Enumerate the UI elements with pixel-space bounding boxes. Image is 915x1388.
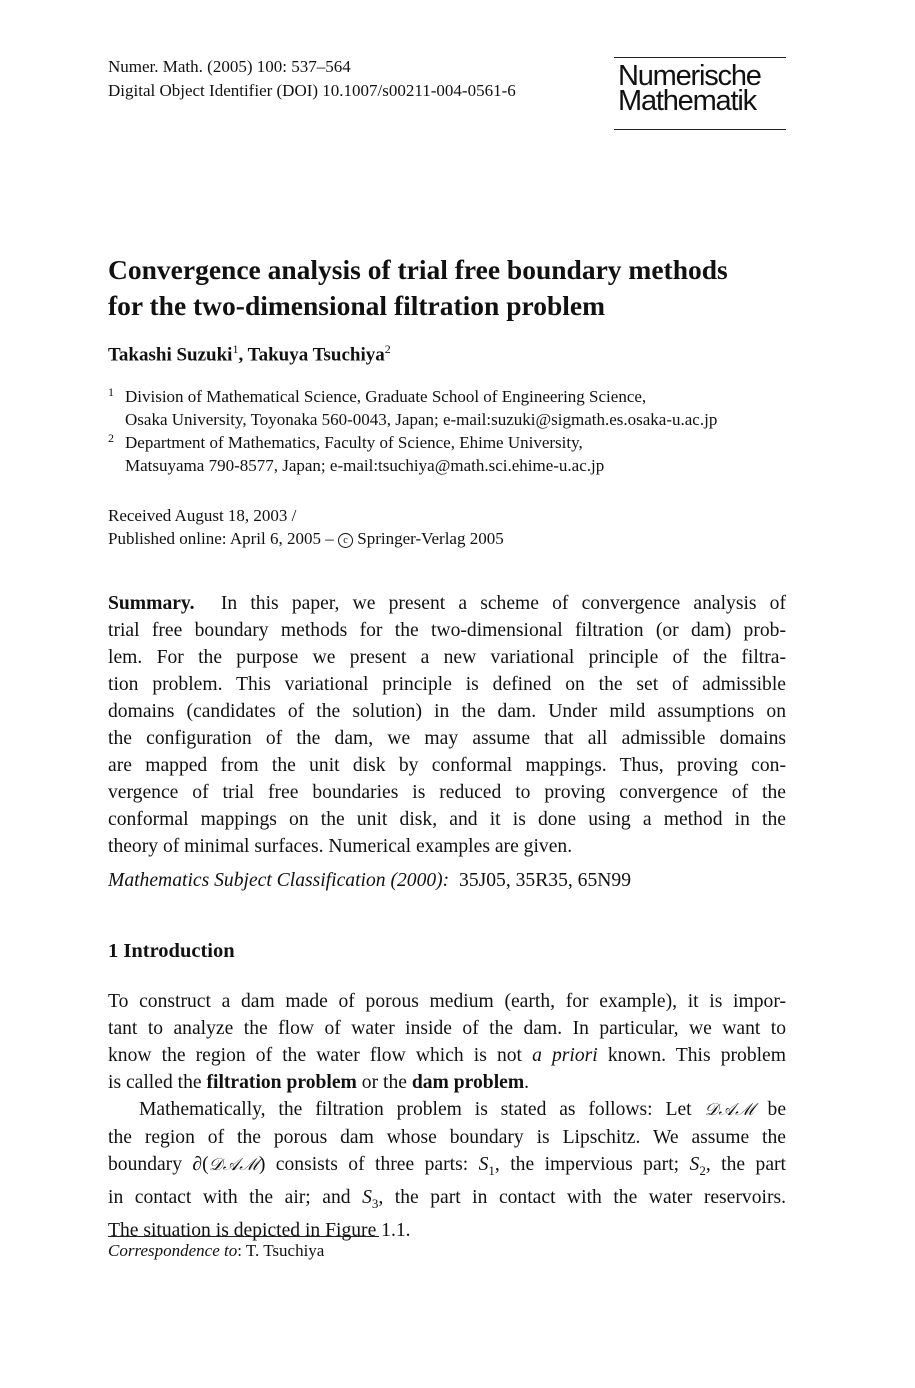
citation: Numer. Math. (2005) 100: 537–564 xyxy=(108,57,351,76)
dam-symbol: 𝒟𝒜ℳ xyxy=(208,1155,259,1175)
summary-line: vergence of trial free boundaries is reduced to proving convergence of the xyxy=(108,782,786,803)
footnote-separator: : xyxy=(237,1241,246,1260)
paragraph-line xyxy=(108,1184,786,1217)
affiliation-number: 1 xyxy=(108,385,114,399)
journal-logo xyxy=(614,57,786,130)
summary xyxy=(108,590,786,860)
text-run: Mathematically, the filtration problem is stated as follows: Let xyxy=(139,1099,692,1120)
text-run: be xyxy=(767,1099,787,1120)
footnote-name: T. Tsuchiya xyxy=(245,1241,325,1260)
copyright-symbol: c xyxy=(338,533,353,548)
affiliation-line: Department of Mathematics, Faculty of Science, Ehime University, xyxy=(125,433,583,452)
text-run: is called the xyxy=(108,1072,202,1093)
paragraph-line xyxy=(108,1151,786,1184)
publication-dates xyxy=(108,504,504,550)
emphasis: a priori xyxy=(532,1045,598,1066)
summary-line: lem. For the purpose we present a new variational principle of the filtra- xyxy=(108,647,786,668)
summary-line: trial free boundary methods for the two-dimensional filtration (or dam) prob- xyxy=(108,620,786,641)
title-line2: for the two-dimensional filtration problem xyxy=(108,290,606,321)
published-suffix: Springer-Verlag 2005 xyxy=(357,529,504,548)
summary-line: conformal mappings on the unit disk, and it is done using a method in the xyxy=(108,809,786,830)
running-header xyxy=(108,55,516,103)
author-sup: 1 xyxy=(232,342,239,356)
published-prefix: Published online: April 6, 2005 – xyxy=(108,529,334,548)
paragraph-line xyxy=(108,1069,786,1096)
author-sup: 2 xyxy=(384,342,391,356)
text-run: . xyxy=(524,1072,530,1093)
text-run: or the xyxy=(361,1072,407,1093)
summary-line-1 xyxy=(108,590,786,617)
math-symbol: S xyxy=(362,1186,372,1208)
paragraph-line: the region of the porous dam whose boundary is Lipschitz. We assume the xyxy=(108,1127,786,1148)
summary-line: are mapped from the unit disk by conformal mappings. Thus, proving con- xyxy=(108,755,786,776)
text-run: known. This problem xyxy=(607,1045,786,1066)
msc-codes: 35J05, 35R35, 65N99 xyxy=(459,870,632,891)
section-heading: 1 Introduction xyxy=(108,940,235,962)
math-subscript: 3 xyxy=(371,1195,379,1211)
affiliation-line: Matsuyama 790-8577, Japan; e-mail:tsuchiya@math.sci.ehime-u.ac.jp xyxy=(125,456,605,475)
text-run: , the part in contact with the water reservoirs. xyxy=(378,1186,786,1208)
text-run: , the impervious part; xyxy=(494,1154,680,1175)
title-line1: Convergence analysis of trial free boundary methods xyxy=(108,254,728,285)
paper-title xyxy=(108,252,808,324)
journal-logo-line1: Numerische xyxy=(618,60,761,92)
bold-term: filtration problem xyxy=(206,1072,357,1093)
paragraph-line: tant to analyze the flow of water inside of the dam. In particular, we want to xyxy=(108,1018,786,1039)
affiliation-line: Osaka University, Toyonaka 560-0043, Japan; e-mail:suzuki@sigmath.es.osaka-u.ac.jp xyxy=(125,410,718,429)
paragraph-line: To construct a dam made of porous medium (earth, for example), it is impor- xyxy=(108,991,786,1012)
msc-classification xyxy=(108,870,631,892)
summary-line: domains (candidates of the solution) in the dam. Under mild assumptions on xyxy=(108,701,786,722)
affiliation-1 xyxy=(108,385,798,431)
summary-text: In this paper, we present a scheme of convergence analysis of xyxy=(220,593,787,614)
math-subscript: 1 xyxy=(488,1162,495,1178)
affiliation-line: Division of Mathematical Science, Graduate School of Engineering Science, xyxy=(125,387,647,406)
paragraph-line: The situation is depicted in Figure 1.1. xyxy=(108,1219,411,1241)
math-subscript: 2 xyxy=(699,1162,706,1178)
footnote xyxy=(108,1241,324,1261)
intro-paragraph-2 xyxy=(108,1096,786,1244)
msc-label: Mathematics Subject Classification (2000): xyxy=(108,870,450,891)
summary-line: the configuration of the dam, we may assume that all admissible domains xyxy=(108,728,786,749)
math-symbol: S xyxy=(478,1154,489,1175)
affiliation-number: 2 xyxy=(108,431,114,445)
intro-paragraph-1 xyxy=(108,988,786,1096)
authors xyxy=(108,342,391,366)
text-run: , the part xyxy=(705,1154,786,1175)
paragraph-line xyxy=(108,1042,786,1069)
journal-logo-line2: Mathematik xyxy=(618,85,756,117)
footnote-label: Correspondence to xyxy=(108,1241,238,1260)
bold-term: dam problem xyxy=(411,1072,525,1093)
author-name: Takashi Suzuki xyxy=(108,344,233,366)
summary-line: tion problem. This variational principle is defined on the set of admissible xyxy=(108,674,786,695)
received-date: Received August 18, 2003 / xyxy=(108,506,297,525)
author-separator: , xyxy=(238,344,248,366)
text-run: ) consists of three parts: xyxy=(258,1154,469,1175)
affiliation-2 xyxy=(108,431,798,477)
footnote-rule xyxy=(108,1236,379,1237)
math-symbol: S xyxy=(689,1154,700,1175)
summary-line: theory of minimal surfaces. Numerical examples are given. xyxy=(108,836,573,857)
doi: Digital Object Identifier (DOI) 10.1007/s00211-004-0561-6 xyxy=(108,81,516,100)
paragraph-line xyxy=(108,1096,786,1124)
published-date xyxy=(108,527,504,550)
text-run: know the region of the water flow which is not xyxy=(108,1045,522,1066)
author-name: Takuya Tsuchiya xyxy=(247,344,385,366)
text-run: in contact with the air; and xyxy=(108,1186,351,1208)
text-run: boundary ∂( xyxy=(108,1154,209,1175)
dam-symbol: 𝒟𝒜ℳ xyxy=(704,1100,755,1120)
summary-label: Summary. xyxy=(108,593,195,614)
